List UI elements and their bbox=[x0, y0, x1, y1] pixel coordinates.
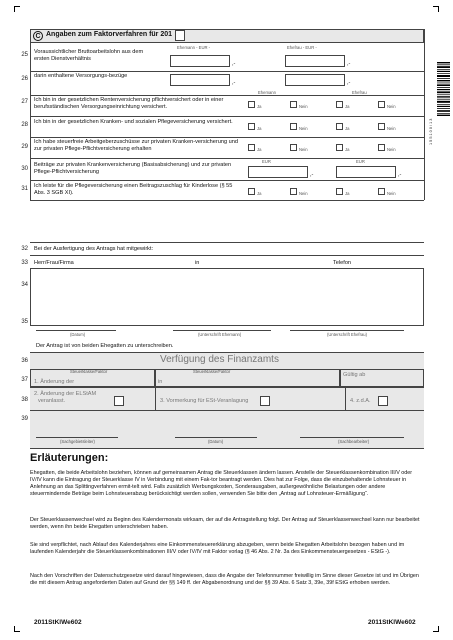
divider bbox=[30, 158, 424, 159]
divider bbox=[30, 137, 424, 138]
row-29-wife-ja-checkbox[interactable] bbox=[336, 144, 343, 151]
nein-label: Nein bbox=[387, 104, 396, 109]
row-29-husband-ja-checkbox[interactable] bbox=[248, 144, 255, 151]
divider bbox=[30, 242, 424, 243]
office-item-3: 3. Vormerkung für ESt-Veranlagung bbox=[160, 398, 249, 404]
row-28-husband-ja-checkbox[interactable] bbox=[248, 123, 255, 130]
corner-mark-top-left bbox=[14, 6, 20, 12]
nein-label: Nein bbox=[387, 147, 396, 152]
row-number: 28 bbox=[21, 122, 28, 128]
row-25-husband-input[interactable] bbox=[170, 55, 230, 67]
divider bbox=[30, 116, 424, 117]
divider bbox=[30, 352, 424, 353]
sig-date-label: (Datum) bbox=[70, 332, 86, 337]
assistance-details-field[interactable] bbox=[30, 268, 424, 326]
row-25-husband-suffix: ,- bbox=[232, 61, 236, 67]
explanations-paragraph-1: Ehegatten, die beide Arbeitslohn beziehen, können auf gemeinsamen Antrag die Steuerklassen ändern lassen. Anstelle der Steuerklassenkombination III/V oder IV/IV kann die Eintragung der Steuerklasse IV in Verbindung mit einem Fak-tor beantragt werden. Dies hat zur Folge, dass die einzubehaltende Lohnsteuer in Anlehnung an das Splittingverfahren ermit-telt wird. Falls zusätzlich Werbungskosten, Sonderausgaben, außergewöhnliche Belastungen oder andere steuermindernde Beträge beim Lohnsteuerabzug berücksichtigt werden sollen, verwenden Sie bitte den „Antrag auf Lohnsteuer-Ermäßigung“. bbox=[30, 470, 413, 497]
explanations-heading: Erläuterungen: bbox=[30, 452, 109, 464]
office-item-1: 1. Änderung der bbox=[34, 379, 75, 385]
office-item-2-checkbox[interactable] bbox=[114, 396, 124, 406]
row-26-husband-suffix: ,- bbox=[232, 80, 236, 86]
row-27-husband-nein-checkbox[interactable] bbox=[290, 101, 297, 108]
divider bbox=[30, 180, 424, 181]
office-title: Verfügung des Finanzamts bbox=[160, 354, 279, 365]
nein-label: Nein bbox=[299, 104, 308, 109]
row-31-husband-nein-checkbox[interactable] bbox=[290, 188, 297, 195]
ja-label: Ja bbox=[345, 126, 350, 131]
divider bbox=[30, 200, 424, 201]
office-signature-line-1 bbox=[36, 437, 118, 438]
divider bbox=[155, 387, 156, 410]
row-25-wife-input[interactable] bbox=[285, 55, 345, 67]
office-valid-from: Gültig ab bbox=[343, 372, 366, 378]
explanations-paragraph-4: Nach den Vorschriften der Datenschutzgesetze wird darauf hingewiesen, dass die Angabe der Telefonnummer freiwillig im Sinne dieser Gesetze ist und im Übrigen die mit diesem Antrag angeforderten Daten auf Grund der §§ 149 ff. der Abgabenordnung und der §§ 39 Abs. 6 Satz 3, 39e, 39f EStG erhoben werden. bbox=[30, 573, 419, 586]
row-29-label: Ich habe steuerfreie Arbeitgeberzuschüsse zur privaten Kranken-versicherung und zur privaten Pflege-Pflichtversicherung erhalten bbox=[34, 139, 238, 152]
divider bbox=[30, 255, 424, 256]
row-number: 31 bbox=[21, 186, 28, 192]
row-number: 30 bbox=[21, 166, 28, 172]
divider bbox=[30, 410, 424, 411]
row-28-husband-nein-checkbox[interactable] bbox=[290, 123, 297, 130]
row-30-label: Beiträge zur privaten Krankenversicherung (Basisabsicherung) und zur privaten Pflege-Pflichtversicherung bbox=[34, 162, 232, 175]
corner-mark-bottom-left bbox=[14, 626, 20, 632]
row-27-label: Ich bin in der gesetzlichen Rentenversicherung pflichtversichert oder in einer berufsständischen Versorgungseinrichtung versichert. bbox=[34, 97, 224, 110]
office-item-1-in: in bbox=[158, 379, 163, 385]
header-eur-2: EUR bbox=[356, 159, 365, 164]
signature-line-wife bbox=[290, 330, 404, 331]
row-number: 25 bbox=[21, 52, 28, 58]
divider bbox=[30, 387, 424, 388]
office-item-4-checkbox[interactable] bbox=[378, 396, 388, 406]
row-28-wife-ja-checkbox[interactable] bbox=[336, 123, 343, 130]
row-number: 26 bbox=[21, 76, 28, 82]
divider bbox=[30, 95, 424, 96]
office-item-3-checkbox[interactable] bbox=[260, 396, 270, 406]
row-27-husband-ja-checkbox[interactable] bbox=[248, 101, 255, 108]
divider bbox=[30, 71, 424, 72]
row-31-husband-ja-checkbox[interactable] bbox=[248, 188, 255, 195]
office-sig-2: (Datum) bbox=[208, 439, 224, 444]
row-27-wife-ja-checkbox[interactable] bbox=[336, 101, 343, 108]
ja-label: Ja bbox=[257, 104, 262, 109]
header-husband-eur: Ehemann - EUR - bbox=[177, 45, 211, 50]
explanations-paragraph-2: Der Steuerklassenwechsel wird zu Beginn des Kalendermonats wirksam, der auf die Antragstellung folgt. Der Antrag auf Steuerklassenwechsel kann nur bearbeitet werden, wenn ihn beide Ehegatten unterschrieben haben. bbox=[30, 517, 420, 530]
divider bbox=[30, 29, 31, 200]
signature-line-husband bbox=[173, 330, 271, 331]
ja-label: Ja bbox=[257, 126, 262, 131]
row-30-wife-input[interactable] bbox=[336, 166, 396, 178]
office-item-4: 4. z.d.A. bbox=[350, 398, 371, 404]
row-26-wife-suffix: ,- bbox=[347, 80, 351, 86]
row-26-label: darin enthaltene Versorgungs-bezüge bbox=[34, 73, 128, 79]
office-item-2b: veranlasst. bbox=[38, 398, 66, 404]
nein-label: Nein bbox=[299, 147, 308, 152]
row-29-wife-nein-checkbox[interactable] bbox=[378, 144, 385, 151]
row-25-label: Voraussichtlicher Bruttoarbeitslohn aus dem ersten Dienstverhältnis bbox=[34, 49, 144, 62]
row-number: 33 bbox=[21, 260, 28, 266]
sig-husband-label: (Unterschrift Ehemann) bbox=[198, 332, 242, 337]
row-28-wife-nein-checkbox[interactable] bbox=[378, 123, 385, 130]
divider bbox=[345, 387, 346, 410]
ja-label: Ja bbox=[345, 147, 350, 152]
row-number: 39 bbox=[21, 416, 28, 422]
row-number: 34 bbox=[21, 282, 28, 288]
row-number: 35 bbox=[21, 319, 28, 325]
side-form-code: 1 5 5 1 0 0 / 1 3 bbox=[429, 118, 433, 145]
nein-label: Nein bbox=[387, 126, 396, 131]
row-number: 38 bbox=[21, 397, 28, 403]
ja-label: Ja bbox=[345, 104, 350, 109]
assisted-by-label: Bei der Ausfertigung des Antrags hat mitgewirkt: bbox=[34, 246, 154, 252]
office-change-in-field[interactable] bbox=[155, 369, 340, 387]
row-26-wife-input[interactable] bbox=[285, 74, 345, 86]
office-sig-3: (Sachbearbeiter) bbox=[338, 439, 370, 444]
sig-wife-label: (Unterschrift Ehefrau) bbox=[327, 332, 368, 337]
corner-mark-top-right bbox=[433, 6, 439, 12]
office-sig-1: (Sachgebietsleiter) bbox=[60, 439, 95, 444]
section-c-marker: C bbox=[33, 31, 43, 41]
row-30-husband-input[interactable] bbox=[248, 166, 308, 178]
divider bbox=[30, 448, 424, 449]
row-31-wife-ja-checkbox[interactable] bbox=[336, 188, 343, 195]
nein-label: Nein bbox=[299, 191, 308, 196]
row-number: 27 bbox=[21, 99, 28, 105]
explanations-paragraph-3: Sie sind verpflichtet, nach Ablauf des Kalenderjahres eine Einkommensteuererklärung abzugeben, wenn beide Ehegatten Arbeitslohn bezogen haben und im laufenden Kalenderjahr die Steuerklassenkombinationen III/V oder IV/IV mit Faktor vorlag (§ 46 Abs. 2 Nr. 3a des Einkommensteuergesetzes - EStG -). bbox=[30, 542, 405, 555]
section-c-title: Angaben zum Faktorverfahren für 201 bbox=[46, 31, 173, 38]
row-number: 32 bbox=[21, 246, 28, 252]
header-husband: Ehemann bbox=[258, 90, 276, 95]
assistant-name-label: Herr/Frau/Firma bbox=[34, 260, 74, 266]
row-number: 29 bbox=[21, 144, 28, 150]
row-30-wife-suffix: ,- bbox=[398, 172, 402, 178]
corner-mark-bottom-right bbox=[433, 626, 439, 632]
nein-label: Nein bbox=[387, 191, 396, 196]
row-number: 37 bbox=[21, 377, 28, 383]
nein-label: Nein bbox=[299, 126, 308, 131]
row-30-husband-suffix: ,- bbox=[310, 172, 314, 178]
row-number: 36 bbox=[21, 358, 28, 364]
row-28-label: Ich bin in der gesetzlichen Kranken- und sozialen Pflegeversicherung versichert. bbox=[34, 119, 233, 125]
row-31-label: Ich leiste für die Pflegeversicherung einen Beitragszuschlag für Kinderlose (§ 55 Abs. 3 SGB XI). bbox=[34, 183, 233, 196]
barcode bbox=[437, 62, 450, 116]
signature-line-date bbox=[36, 330, 116, 331]
header-eur-1: EUR bbox=[262, 159, 271, 164]
ja-label: Ja bbox=[345, 191, 350, 196]
header-wife: Ehefrau bbox=[352, 90, 367, 95]
row-27-wife-nein-checkbox[interactable] bbox=[378, 101, 385, 108]
footer-code-right: 2011StKlWe602 bbox=[368, 619, 416, 626]
office-signature-line-3 bbox=[300, 437, 404, 438]
steuerklasse-label-2: Steuerklasse/Faktor bbox=[193, 369, 231, 374]
ja-label: Ja bbox=[257, 147, 262, 152]
row-26-husband-input[interactable] bbox=[170, 74, 230, 86]
assistant-location-label: in bbox=[195, 260, 200, 266]
divider bbox=[424, 29, 425, 200]
row-29-husband-nein-checkbox[interactable] bbox=[290, 144, 297, 151]
steuerklasse-label-1: Steuerklasse/Faktor bbox=[70, 369, 108, 374]
row-25-wife-suffix: ,- bbox=[347, 61, 351, 67]
signature-note: Der Antrag ist von beiden Ehegatten zu unterschreiben. bbox=[36, 343, 174, 349]
header-wife-eur: Ehefrau - EUR - bbox=[287, 45, 317, 50]
office-signature-line-2 bbox=[175, 437, 257, 438]
office-item-2a: 2. Änderung der ELStAM bbox=[34, 391, 97, 397]
ja-label: Ja bbox=[257, 191, 262, 196]
year-digit-box[interactable] bbox=[175, 30, 185, 41]
row-31-wife-nein-checkbox[interactable] bbox=[378, 188, 385, 195]
footer-code-left: 2011StKlWe602 bbox=[34, 619, 82, 626]
assistant-phone-label: Telefon bbox=[333, 260, 352, 266]
